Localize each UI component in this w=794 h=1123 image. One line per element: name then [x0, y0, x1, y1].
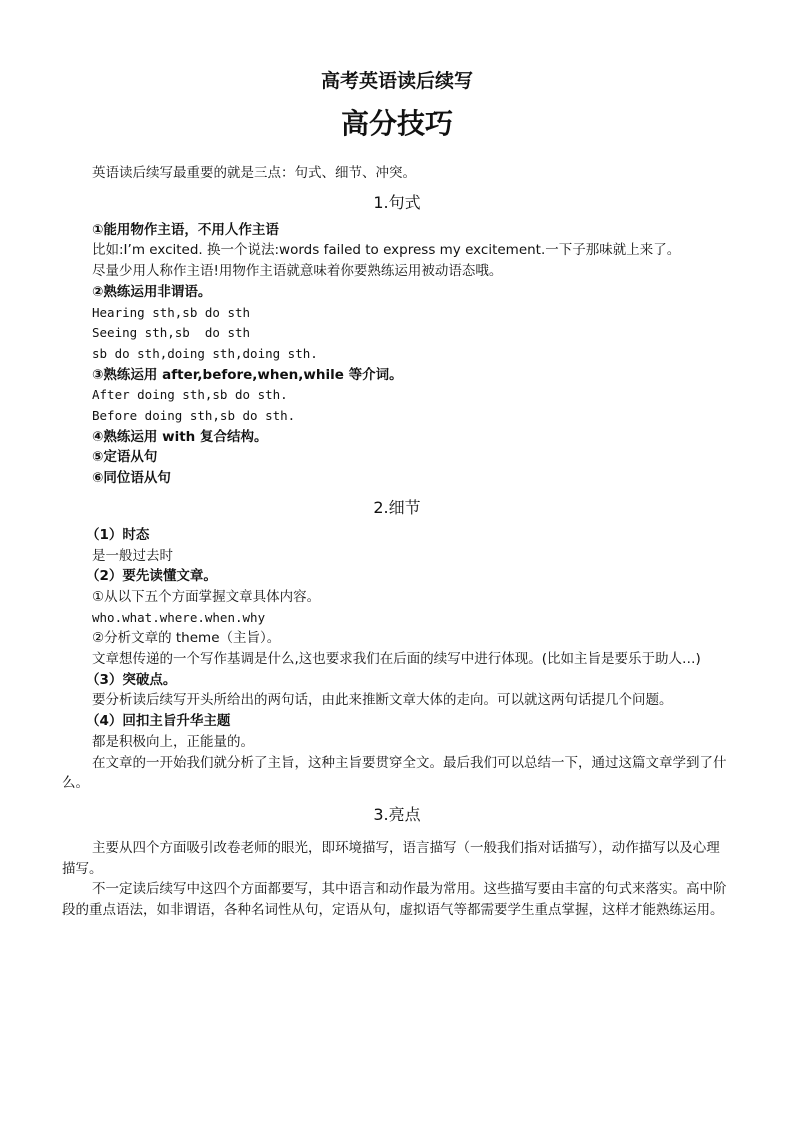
- intro-paragraph: 英语读后续写最重要的就是三点：句式、细节、冲突。: [92, 165, 416, 181]
- section1-item1-example: 比如:I’m excited. 换一个说法:words failed to express my excitement.一下子那味就上来了。: [92, 242, 681, 259]
- section1-item3-title: ③熟练运用 after,before,when,while 等介词。: [92, 366, 403, 383]
- section3-paragraph1: 主要从四个方面吸引改卷老师的眼光，即环境描写，语言描写（一般我们指对话描写），动作描写以及心理描写。: [62, 839, 720, 877]
- section1-item2-line: Seeing sth,sb do sth: [92, 325, 251, 341]
- section1-item1-note: 尽量少用人称作主语!用物作主语就意味着你要熟练运用被动语态哦。: [92, 263, 503, 280]
- section1-item2-title: ②熟练运用非谓语。: [92, 283, 212, 300]
- section1-item3-line: After doing sth,sb do sth.: [92, 387, 288, 403]
- section3-paragraph2: 不一定读后续写中这四个方面都要写，其中语言和动作最为常用。这些描写要由丰富的句式来落实。高中阶段的重点语法，如非谓语，各种名词性从句，定语从句，虚拟语气等都需要学生重点掌握，这样才能熟练运用。: [62, 881, 727, 919]
- section1-item2-line: Hearing sth,sb do sth: [92, 304, 251, 320]
- section2-p3-title: （3）突破点。: [86, 671, 177, 688]
- section1-heading: 1.句式: [373, 192, 421, 212]
- section2-p2-line4: 文章想传递的一个写作基调是什么,这也要求我们在后面的续写中进行体现。(比如主旨是要乐于助人…): [92, 651, 701, 668]
- section2-p4-line2: 在文章的一开始我们就分析了主旨，这种主旨要贯穿全文。最后我们可以总结一下，通过这篇文章学到了什么。: [62, 754, 727, 792]
- section3-heading: 3.亮点: [373, 804, 421, 824]
- section1-item6-title: ⑥同位语从句: [92, 470, 171, 487]
- section2-p2-line3: ②分析文章的 theme（主旨）。: [92, 630, 281, 647]
- document-body: [62, 163, 732, 921]
- document-subtitle: 高分技巧: [340, 107, 453, 140]
- section1-item4-title: ④熟练运用 with 复合结构。: [92, 428, 268, 445]
- section2-p2-line1: ①从以下五个方面掌握文章具体内容。: [92, 588, 321, 605]
- section1-item2-line: sb do sth,doing sth,doing sth.: [92, 345, 318, 361]
- section1-item1-title: ①能用物作主语，不用人作主语: [92, 221, 279, 238]
- section2-p4-title: （4）回扣主旨升华主题: [86, 713, 231, 730]
- section2-p3-text: 要分析读后续写开头所给出的两句话，由此来推断文章大体的走向。可以就这两句话提几个问题。: [92, 692, 673, 709]
- section1-item5-title: ⑤定语从句: [92, 449, 158, 466]
- document-title: 高考英语读后续写: [320, 70, 473, 92]
- section2-heading: 2.细节: [373, 497, 421, 517]
- section1-item3-line: Before doing sth,sb do sth.: [92, 408, 296, 424]
- section2-p2-title: （2）要先读懂文章。: [86, 568, 217, 585]
- section2-p4-line1: 都是积极向上，正能量的。: [92, 733, 254, 750]
- section2-p2-line2: who.what.where.when.why: [92, 609, 266, 625]
- section2-p1-text: 是一般过去时: [92, 547, 173, 564]
- section2-p1-title: （1）时态: [86, 526, 150, 543]
